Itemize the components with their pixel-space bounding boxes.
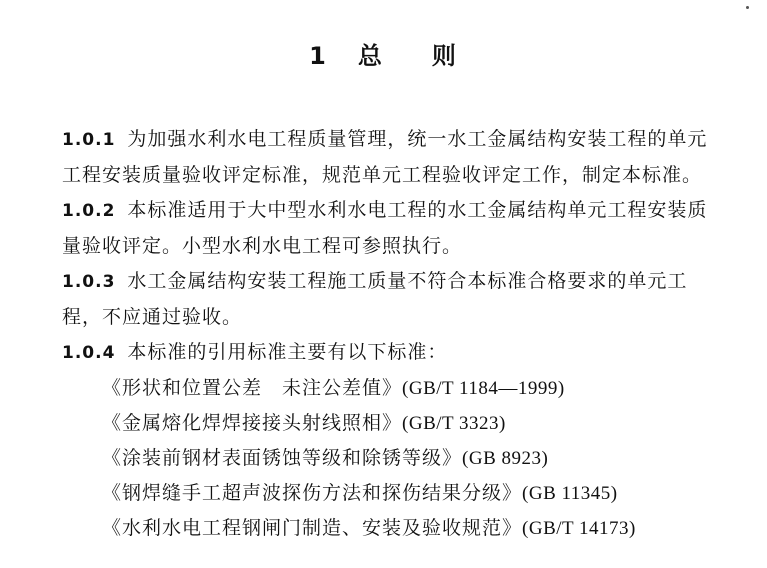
standard-code: (GB/T 1184—1999) [402,378,565,399]
clause-1-0-3 [62,264,712,335]
clause-1-0-1 [62,122,712,193]
list-item [102,406,712,441]
referenced-standards-list [62,371,712,546]
list-item [102,511,712,546]
chapter-title-char-2: 则 [431,42,458,70]
standard-title: 《水利水电工程钢闸门制造、安装及验收规范》 [102,517,523,539]
clause-number: 1.0.3 [62,272,116,292]
clause-text: 为加强水利水电工程质量管理，统一水工金属结构安装工程的单元工程安装质量验收评定标准，规范单元工程验收评定工作，制定本标准。 [62,128,708,186]
scan-speck [746,6,749,9]
clause-number: 1.0.1 [62,130,116,150]
list-item [102,371,712,406]
chapter-title-char-1: 总 [357,42,384,70]
clause-text: 本标准的引用标准主要有以下标准： [127,341,448,363]
clause-text: 水工金属结构安装工程施工质量不符合本标准合格要求的单元工程，不应通过验收。 [62,270,688,328]
clause-number: 1.0.4 [62,343,116,363]
chapter-number: 1 [309,42,328,70]
clause-1-0-2 [62,193,712,264]
standard-code: (GB/T 3323) [402,413,506,434]
list-item [102,476,712,511]
clause-number: 1.0.2 [62,201,116,221]
standard-title: 《金属熔化焊焊接接头射线照相》 [102,412,403,434]
clause-1-0-4 [62,335,712,371]
standard-title: 《形状和位置公差 未注公差值》 [102,377,403,399]
chapter-body [62,122,712,546]
clause-text: 本标准适用于大中型水利水电工程的水工金属结构单元工程安装质量验收评定。小型水利水电工程可参照执行。 [62,199,708,257]
standard-code: (GB 11345) [522,483,618,504]
list-item [102,441,712,476]
standard-title: 《涂装前钢材表面锈蚀等级和除锈等级》 [102,447,463,469]
standard-title: 《钢焊缝手工超声波探伤方法和探伤结果分级》 [102,482,523,504]
standard-code: (GB/T 14173) [522,518,636,539]
chapter-title [0,36,767,71]
standard-code: (GB 8923) [462,448,549,469]
